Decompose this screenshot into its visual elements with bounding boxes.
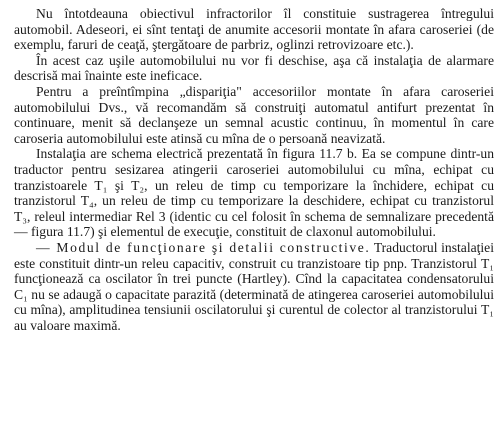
paragraph-1: Nu întotdeauna obiectivul infractorilor îl constituie sustragerea întregului automobil. Adeseori, ei sînt tentaţi de anumite accesorii montate în afara caroseriei (de exemplu, faruri de ceaţă, ştergătoare de parbriz, oglinzi retrovizoare etc.). [14,6,494,53]
paragraph-5 [14,240,494,334]
section-lead-heading: — Modul de funcţionare şi detalii constructive. [36,239,371,255]
paragraph-4: Instalaţia are schema electrică prezentată în figura 11.7 b. Ea se compune dintr-un traductor pentru sesizarea atingerii caroseriei automobilului cu mîna, echipat cu tranzistoarele T₁ şi T₂, un releu de timp cu temporizare la închidere, echipat cu tranzistorul T₄, un releu de timp cu temporizare la deschidere, echipat cu tranzistorul T₃, releul intermediar Rel 3 (identic cu cel folosit în schema de semnalizare precedentă — figura 11.7) şi elementul de execuţie, constituit de claxonul automobilului. [14,146,494,240]
paragraph-5-body: Traductorul instalaţiei este constituit dintr-un releu capacitiv, construit cu tranzistoare tip pnp. Tranzistorul T₁ funcţionează ca oscilator în trei puncte (Hartley). Cînd la capacitatea condensatorului C₁ nu se adaugă o capacitate parazită (determinată de atingerea caroseriei automobilului cu mîna), amplitudinea tensiunii oscilatorului şi curentul de colector al tranzistorului T₁ au valoare maximă. [14,239,494,333]
paragraph-2: În acest caz uşile automobilului nu vor fi deschise, aşa că instalaţia de alarmare descrisă mai înainte este ineficace. [14,52,494,84]
document-page [14,6,494,333]
paragraph-3: Pentru a preîntîmpina „dispariţia" accesoriilor montate în afara caroseriei automobilului Dvs., vă recomandăm să construiţi automatul antifurt prezentat în continuare, menit să declanşeze un semnal acustic continuu, în momentul în care caroseria automobilului este atinsă cu mîna de o persoană neavizată. [14,83,494,146]
